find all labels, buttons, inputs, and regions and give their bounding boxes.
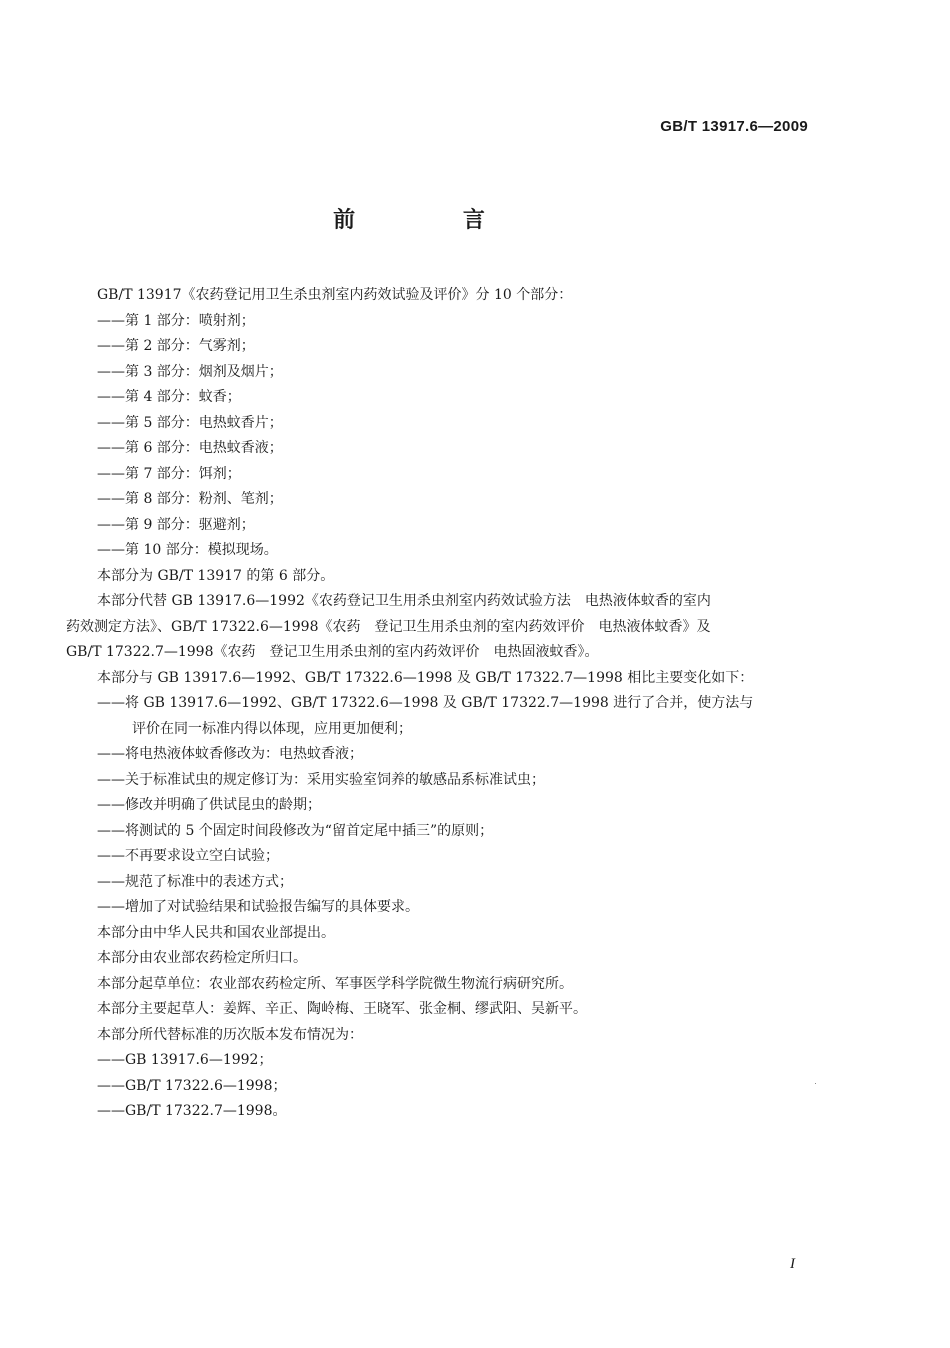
history-list-item: ——GB 13917.6—1992；	[97, 1052, 273, 1068]
change-list-item: ——将 GB 13917.6—1992、GB/T 17322.6—1998 及 GB/T 17322.7—1998 进行了合并，使方法与	[97, 695, 754, 711]
paragraph: 本部分起草单位：农业部农药检定所、军事医学科学院微生物流行病研究所。	[97, 975, 573, 992]
part-list-item: ——第 6 部分：电热蚊香液；	[97, 440, 283, 456]
change-list-item: ——规范了标准中的表述方式；	[97, 873, 293, 890]
change-list-item: ——将电热液体蚊香修改为：电热蚊香液；	[97, 746, 363, 762]
part-list-item: ——第 1 部分：喷射剂；	[97, 312, 255, 329]
history-list-item: ——GB/T 17322.7—1998。	[97, 1103, 287, 1119]
part-list-item: ——第 3 部分：烟剂及烟片；	[97, 363, 283, 380]
paragraph: 本部分主要起草人：姜辉、辛正、陶岭梅、王晓军、张金桐、缪武阳、吴新平。	[97, 1001, 587, 1017]
part-list-item: ——第 5 部分：电热蚊香片；	[97, 414, 283, 431]
part-list-item: ——第 10 部分：模拟现场。	[97, 542, 278, 558]
standard-code: GB/T 13917.6—2009	[660, 118, 808, 135]
change-list-item: ——不再要求设立空白试验；	[97, 848, 279, 864]
paragraph: 本部分代替 GB 13917.6—1992《农药登记卫生用杀虫剂室内药效试验方法 电热液体蚊香的室内	[97, 593, 711, 609]
paragraph: 本部分由农业部农药检定所归口。	[97, 950, 307, 966]
history-list-item: ——GB/T 17322.6—1998；	[97, 1077, 287, 1094]
document-body	[66, 283, 811, 1125]
scan-speck	[815, 1083, 816, 1084]
change-list-item: ——修改并明确了供试昆虫的龄期；	[97, 797, 321, 813]
page-title: 前 言	[333, 208, 535, 233]
paragraph: 本部分由中华人民共和国农业部提出。	[97, 924, 335, 941]
change-list-item: ——关于标准试虫的规定修订为：采用实验室饲养的敏感品系标准试虫；	[97, 771, 545, 788]
change-list-item: ——增加了对试验结果和试验报告编写的具体要求。	[97, 899, 419, 915]
change-list-item-continuation: 评价在同一标准内得以体现，应用更加便利；	[132, 720, 412, 737]
part-list-item: ——第 9 部分：驱避剂；	[97, 516, 255, 533]
paragraph: 本部分为 GB/T 13917 的第 6 部分。	[97, 567, 335, 584]
paragraph: 本部分与 GB 13917.6—1992、GB/T 17322.6—1998 及 GB/T 17322.7—1998 相比主要变化如下：	[97, 669, 754, 686]
paragraph-continuation: 药效测定方法》、GB/T 17322.6—1998《农药 登记卫生用杀虫剂的室内药效评价 电热液体蚊香》及	[66, 618, 711, 635]
page-number: I	[790, 1256, 795, 1272]
paragraph: 本部分所代替标准的历次版本发布情况为：	[97, 1026, 363, 1043]
part-list-item: ——第 2 部分：气雾剂；	[97, 338, 255, 354]
change-list-item: ——将测试的 5 个固定时间段修改为“留首定尾中插三”的原则；	[97, 822, 494, 839]
part-list-item: ——第 8 部分：粉剂、笔剂；	[97, 491, 283, 507]
part-list-item: ——第 7 部分：饵剂；	[97, 465, 241, 482]
part-list-item: ——第 4 部分：蚊香；	[97, 389, 241, 405]
intro-paragraph: GB/T 13917《农药登记用卫生杀虫剂室内药效试验及评价》分 10 个部分：	[97, 287, 573, 303]
paragraph-continuation: GB/T 17322.7—1998《农药 登记卫生用杀虫剂的室内药效评价 电热固液蚊香》。	[66, 644, 599, 660]
